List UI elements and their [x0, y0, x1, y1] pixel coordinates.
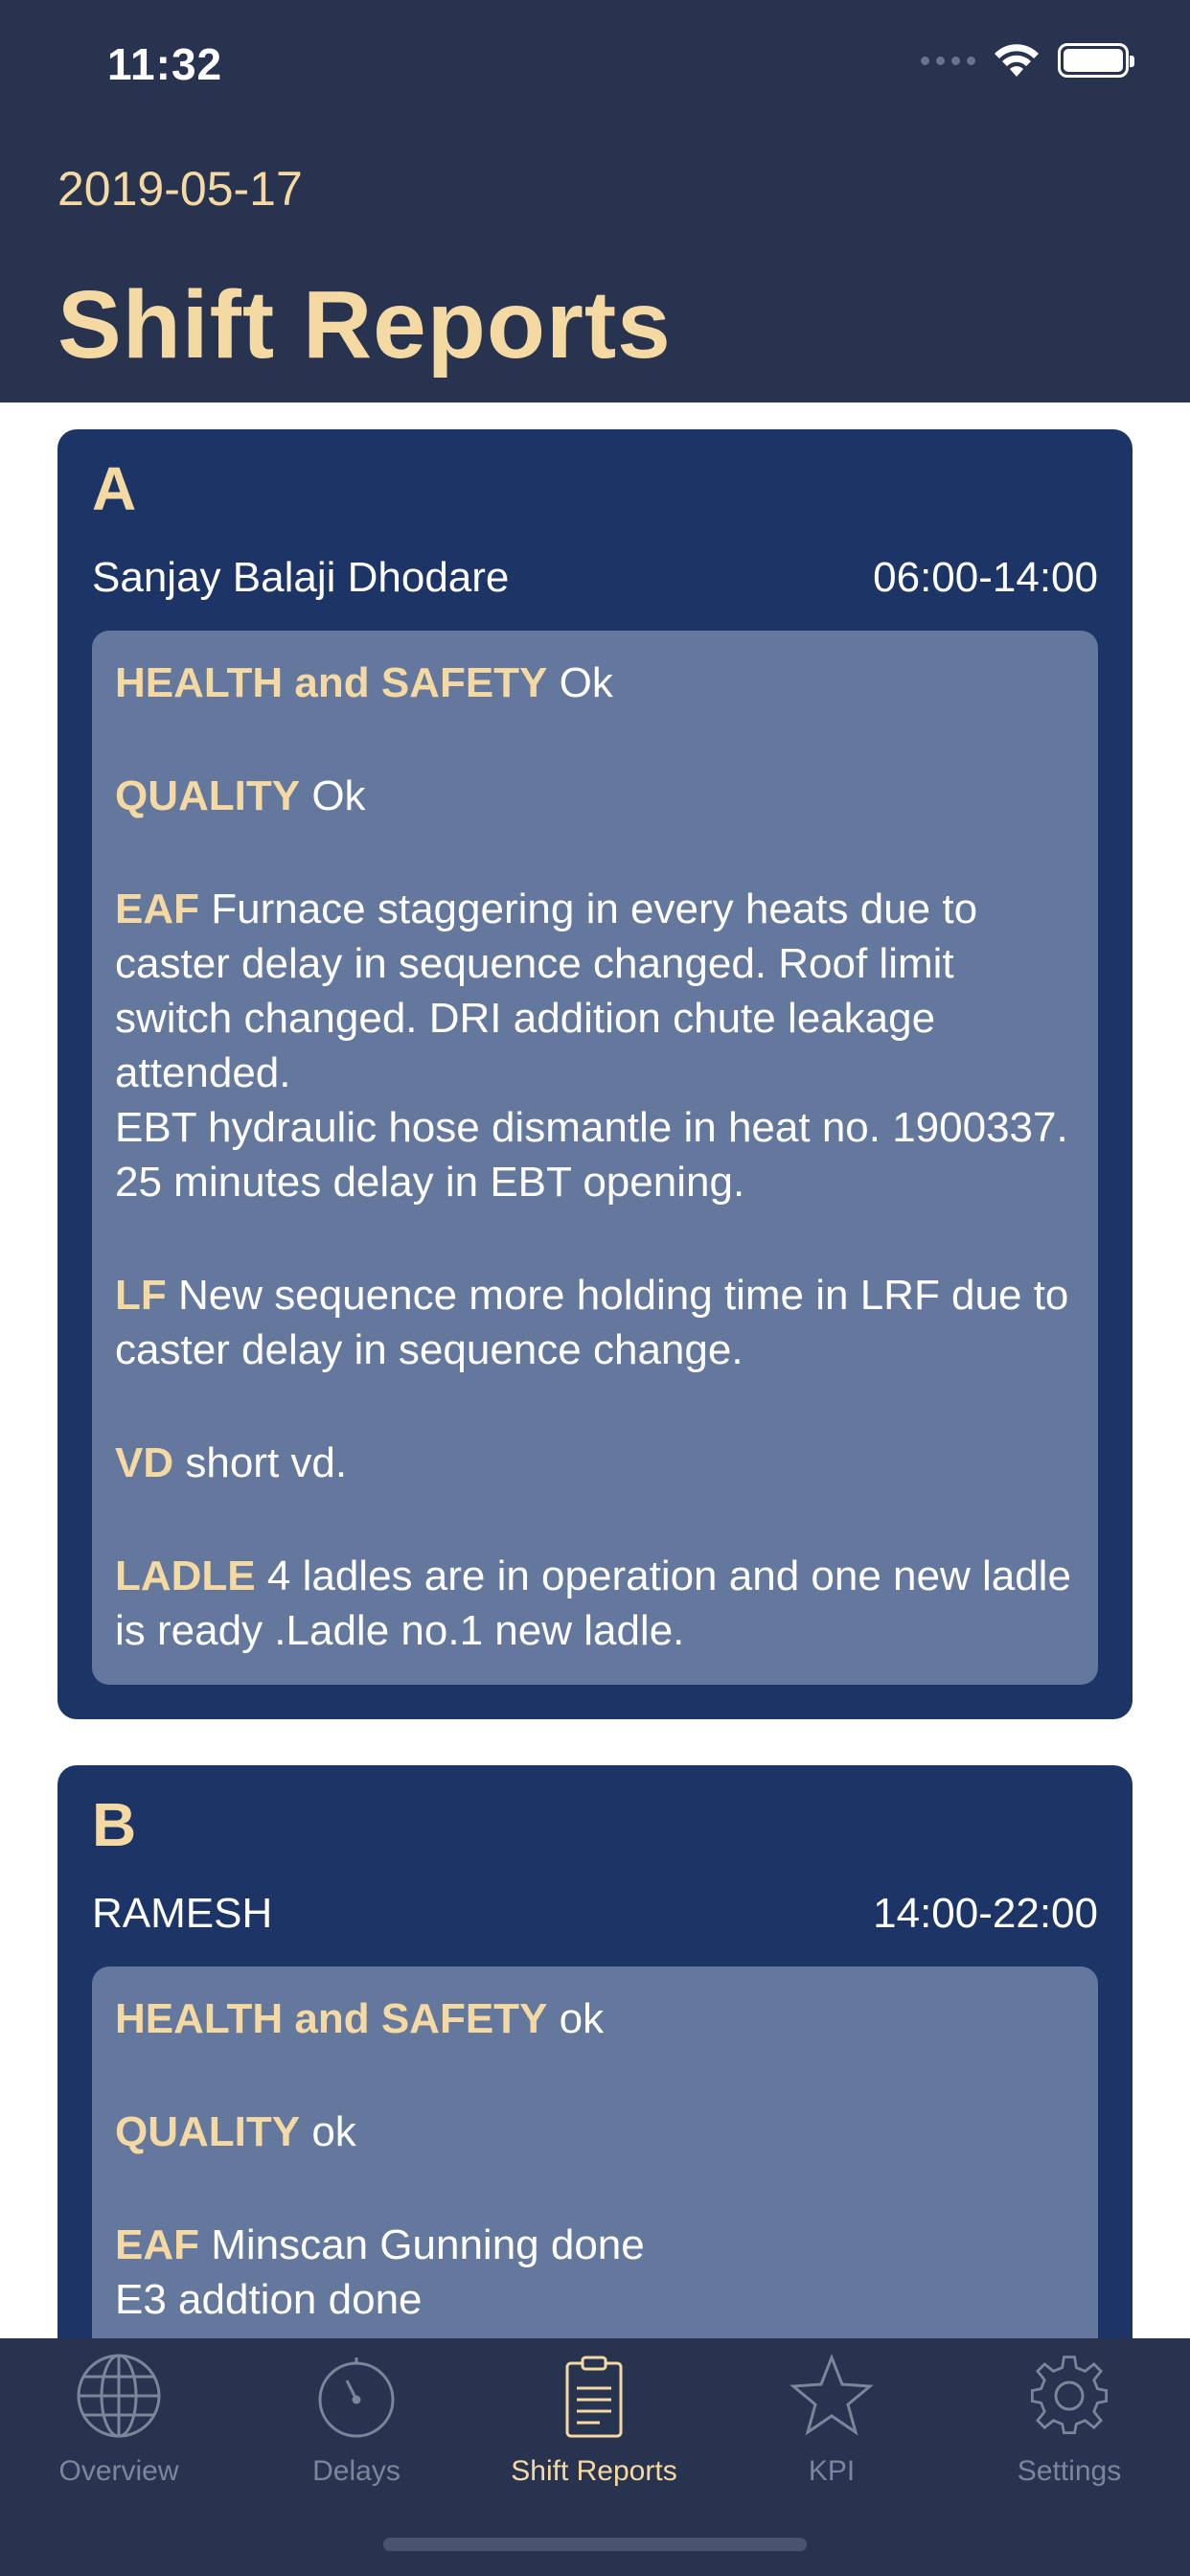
stopwatch-icon [312, 2352, 400, 2440]
globe-icon [75, 2352, 163, 2440]
report-section-eaf [115, 2218, 1075, 2327]
star-icon [788, 2352, 876, 2440]
battery-icon [1058, 43, 1129, 78]
report-section-eaf [115, 882, 1075, 1209]
report-section-health-safety [115, 1991, 1075, 2046]
gear-icon [1025, 2352, 1113, 2440]
shift-person: RAMESH [92, 1890, 273, 1937]
tab-label: Settings [1017, 2455, 1122, 2487]
status-time: 11:32 [107, 39, 223, 89]
section-text: short vd. [173, 1439, 348, 1486]
section-text: Ok [300, 772, 366, 819]
shift-report [92, 1966, 1098, 2338]
section-label: QUALITY [115, 772, 301, 819]
tab-overview[interactable] [0, 2338, 238, 2511]
shift-person: Sanjay Balaji Dhodare [92, 554, 510, 601]
shift-reports-list[interactable] [0, 402, 1190, 2338]
section-label: HEALTH and SAFETY [115, 1995, 548, 2042]
shift-card-b[interactable] [57, 1765, 1133, 2338]
report-section-ladle [115, 1549, 1075, 1658]
section-label: HEALTH and SAFETY [115, 659, 548, 706]
section-text: Ok [547, 659, 613, 706]
section-text: ok [547, 1995, 605, 2042]
page-title: Shift Reports [57, 271, 672, 379]
tab-shift-reports[interactable] [475, 2338, 713, 2511]
section-label: EAF [115, 886, 199, 932]
report-section-quality [115, 2104, 1075, 2159]
tab-kpi[interactable] [713, 2338, 950, 2511]
report-section-health-safety [115, 656, 1075, 710]
section-text: New sequence more holding time in LRF due to caster delay in sequence change. [115, 1272, 1069, 1373]
section-text: 4 ladles are in operation and one new ladle is ready .Ladle no.1 new ladle. [115, 1552, 1071, 1654]
tab-delays[interactable] [238, 2338, 475, 2511]
section-label: LF [115, 1272, 167, 1319]
report-section-vd [115, 1436, 1075, 1490]
tab-label: Shift Reports [511, 2455, 677, 2487]
tab-label: Overview [58, 2455, 179, 2487]
section-text: Minscan Gunning done E3 addtion done [115, 2221, 645, 2323]
shift-letter: A [92, 454, 137, 523]
section-label: LADLE [115, 1552, 256, 1599]
clipboard-icon [550, 2352, 638, 2440]
report-section-lf [115, 1268, 1075, 1377]
tab-settings[interactable] [950, 2338, 1188, 2511]
cellular-signal-icon [921, 57, 975, 65]
shift-time: 06:00-14:00 [873, 554, 1098, 601]
section-label: QUALITY [115, 2108, 301, 2155]
shift-card-a[interactable] [57, 429, 1133, 1719]
wifi-icon [993, 42, 1041, 79]
status-indicators [921, 42, 1129, 79]
section-label: EAF [115, 2221, 199, 2268]
shift-letter: B [92, 1790, 137, 1859]
section-label: VD [115, 1439, 174, 1486]
section-text: Furnace staggering in every heats due to caster delay in sequence changed. Roof limit switch changed. DRI addition chute leakage attended. EBT hydraulic hose dismantle in heat no. 1900337. 25 minutes delay in EBT opening. [115, 886, 1068, 1206]
section-text: ok [300, 2108, 356, 2155]
report-date[interactable]: 2019-05-17 [57, 162, 303, 216]
header [0, 0, 1190, 402]
shift-time: 14:00-22:00 [873, 1890, 1098, 1937]
tab-label: KPI [808, 2455, 856, 2487]
home-indicator[interactable] [383, 2538, 807, 2551]
tab-label: Delays [312, 2455, 400, 2487]
shift-report [92, 631, 1098, 1685]
report-section-quality [115, 769, 1075, 823]
